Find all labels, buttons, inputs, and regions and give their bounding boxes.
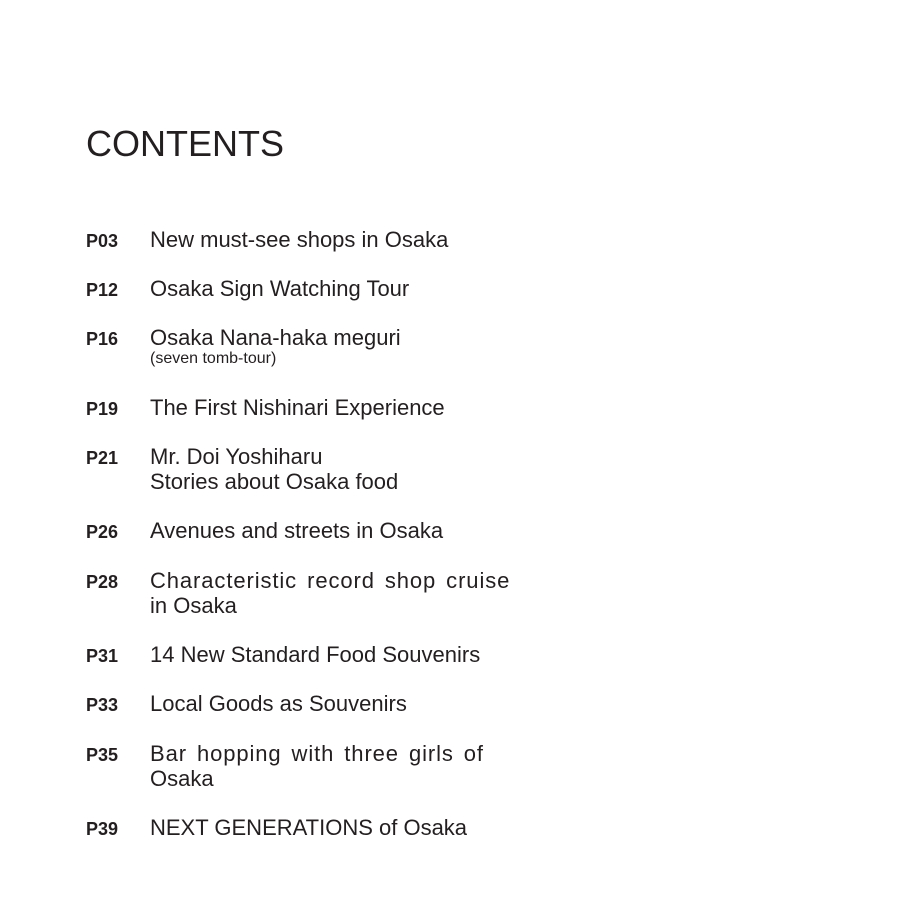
entry-title-line: The First Nishinari Experience — [150, 395, 445, 420]
page-title: CONTENTS — [86, 123, 284, 164]
page-number: P21 — [86, 448, 119, 468]
page-number: P26 — [86, 522, 119, 542]
entry-title — [150, 227, 550, 252]
entry-title-line: NEXT GENERATIONS of Osaka — [150, 815, 468, 840]
page-number: P35 — [86, 745, 119, 765]
entry-title-line: Bar hopping with three girls of — [150, 741, 484, 766]
entry-title-line: New must-see shops in Osaka — [150, 227, 449, 252]
entry-title — [150, 568, 550, 618]
page-number: P39 — [86, 819, 119, 839]
page-number: P33 — [86, 695, 119, 715]
page-number: P19 — [86, 399, 119, 419]
entry-title — [150, 325, 550, 368]
entry-title-line: Osaka Nana-haka meguri — [150, 325, 401, 350]
entry-title-line: Local Goods as Souvenirs — [150, 691, 407, 716]
page-number: P16 — [86, 329, 119, 349]
entry-title-line: Osaka Sign Watching Tour — [150, 276, 410, 301]
entry-title-line: Characteristic record shop cruise — [150, 568, 511, 593]
entry-title — [150, 276, 550, 301]
entry-title — [150, 691, 550, 716]
entry-title — [150, 815, 550, 840]
page-number: P03 — [86, 231, 119, 251]
entry-title-line: Stories about Osaka food — [150, 469, 399, 494]
table-of-contents — [86, 0, 586, 920]
page-number: P12 — [86, 280, 119, 300]
entry-title-line: in Osaka — [150, 593, 237, 618]
page-number: P28 — [86, 572, 119, 592]
entry-title — [150, 444, 550, 494]
entry-title — [150, 741, 550, 791]
entry-title-line: Avenues and streets in Osaka — [150, 518, 444, 543]
entry-title — [150, 395, 550, 420]
entry-subtitle: (seven tomb-tour) — [150, 350, 277, 367]
entry-title-line: 14 New Standard Food Souvenirs — [150, 642, 481, 667]
entry-title — [150, 642, 550, 667]
entry-title — [150, 518, 550, 543]
page-number: P31 — [86, 646, 119, 666]
entry-title-line: Osaka — [150, 766, 214, 791]
entry-title-line: Mr. Doi Yoshiharu — [150, 444, 323, 469]
